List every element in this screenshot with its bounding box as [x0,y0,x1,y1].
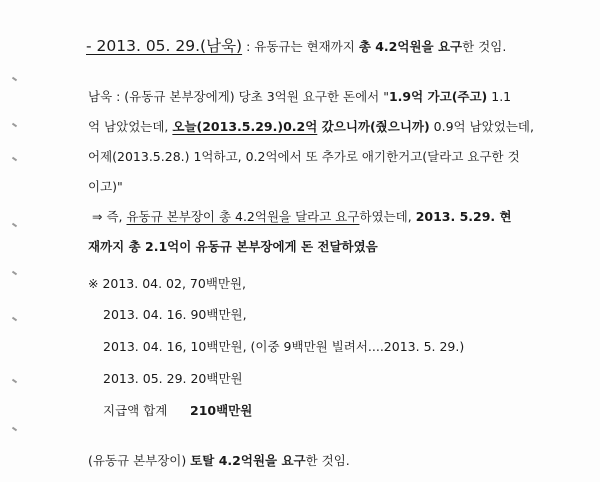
scan-mark [12,427,17,432]
payment-total-value [190,402,252,420]
statement-line-4 [88,178,123,196]
payment-total [103,402,167,420]
text-segment: (유동규 본부장이) [88,453,191,468]
text-segment: 하였는데, [359,209,416,224]
heading-date: - 2013. 05. 29.(남욱) [86,37,243,55]
text-segment: 0.9억 남았었는데, [429,119,534,134]
text-segment-bold: 2013. 5.29. 현 [415,209,512,224]
scan-mark [12,317,17,322]
payment-text: ※ 2013. 04. 02, 70백만원, [88,276,247,291]
statement-line-3 [88,148,520,166]
text-segment: 억 남았었는데, [88,119,173,134]
text-segment-bold-underline: 오늘(2013.5.29.)0.2억 [172,119,318,134]
payment-item [103,370,243,388]
conclusion-line-1 [92,208,512,226]
text-segment-bold: 토탈 4.2억원을 요구 [190,453,306,468]
text-segment-bold: 1.9억 가고(주고) [388,89,488,104]
text-segment: ⇒ 즉, [92,209,127,224]
payment-item [103,306,247,324]
heading-line [86,37,506,56]
total-value: 210백만원 [190,403,253,418]
text-segment-bold: 재까지 총 2.1억이 유동규 본부장에게 돈 전달하였음 [88,239,378,254]
closing-line [88,452,350,470]
heading-bold: 총 4.2억원을 요구 [358,39,463,54]
payment-text: 2013. 05. 29. 20백만원 [103,371,243,386]
text-segment: 남욱 : (유동규 본부장에게) 당초 3억원 요구한 돈에서 " [88,89,389,104]
heading-end: 한 것임. [462,39,507,54]
text-segment-underline: 유동규 본부장이 총 4.2억원을 달라고 요구 [126,209,360,224]
payment-text: 2013. 04. 16. 90백만원, [103,307,247,322]
payment-item [103,338,464,356]
scan-mark [12,223,17,228]
text-segment: 한 것임. [305,453,350,468]
text-segment: 이고)" [88,179,123,194]
conclusion-line-2 [88,238,378,256]
text-segment: 1.1 [487,89,512,104]
text-segment-bold: 갔으니까(줬으니까) [317,119,430,134]
statement-line-2 [88,118,534,136]
text-segment: 어제(2013.5.28.) 1억하고, 0.2억에서 또 추가로 애기한거고(달라고 요구한 것 [88,149,520,164]
payment-item [88,275,246,293]
scan-mark [12,271,17,276]
scan-mark [12,123,17,128]
statement-line-1 [88,88,511,106]
total-label: 지급액 합계 [103,403,168,418]
scan-mark [12,77,17,82]
payment-text: 2013. 04. 16, 10백만원, (이중 9백만원 빌려서....2013. 5. 29.) [103,339,465,354]
scan-mark [12,379,17,384]
heading-middle: : 유동규는 현재까지 [242,39,359,54]
scan-mark [12,157,17,162]
